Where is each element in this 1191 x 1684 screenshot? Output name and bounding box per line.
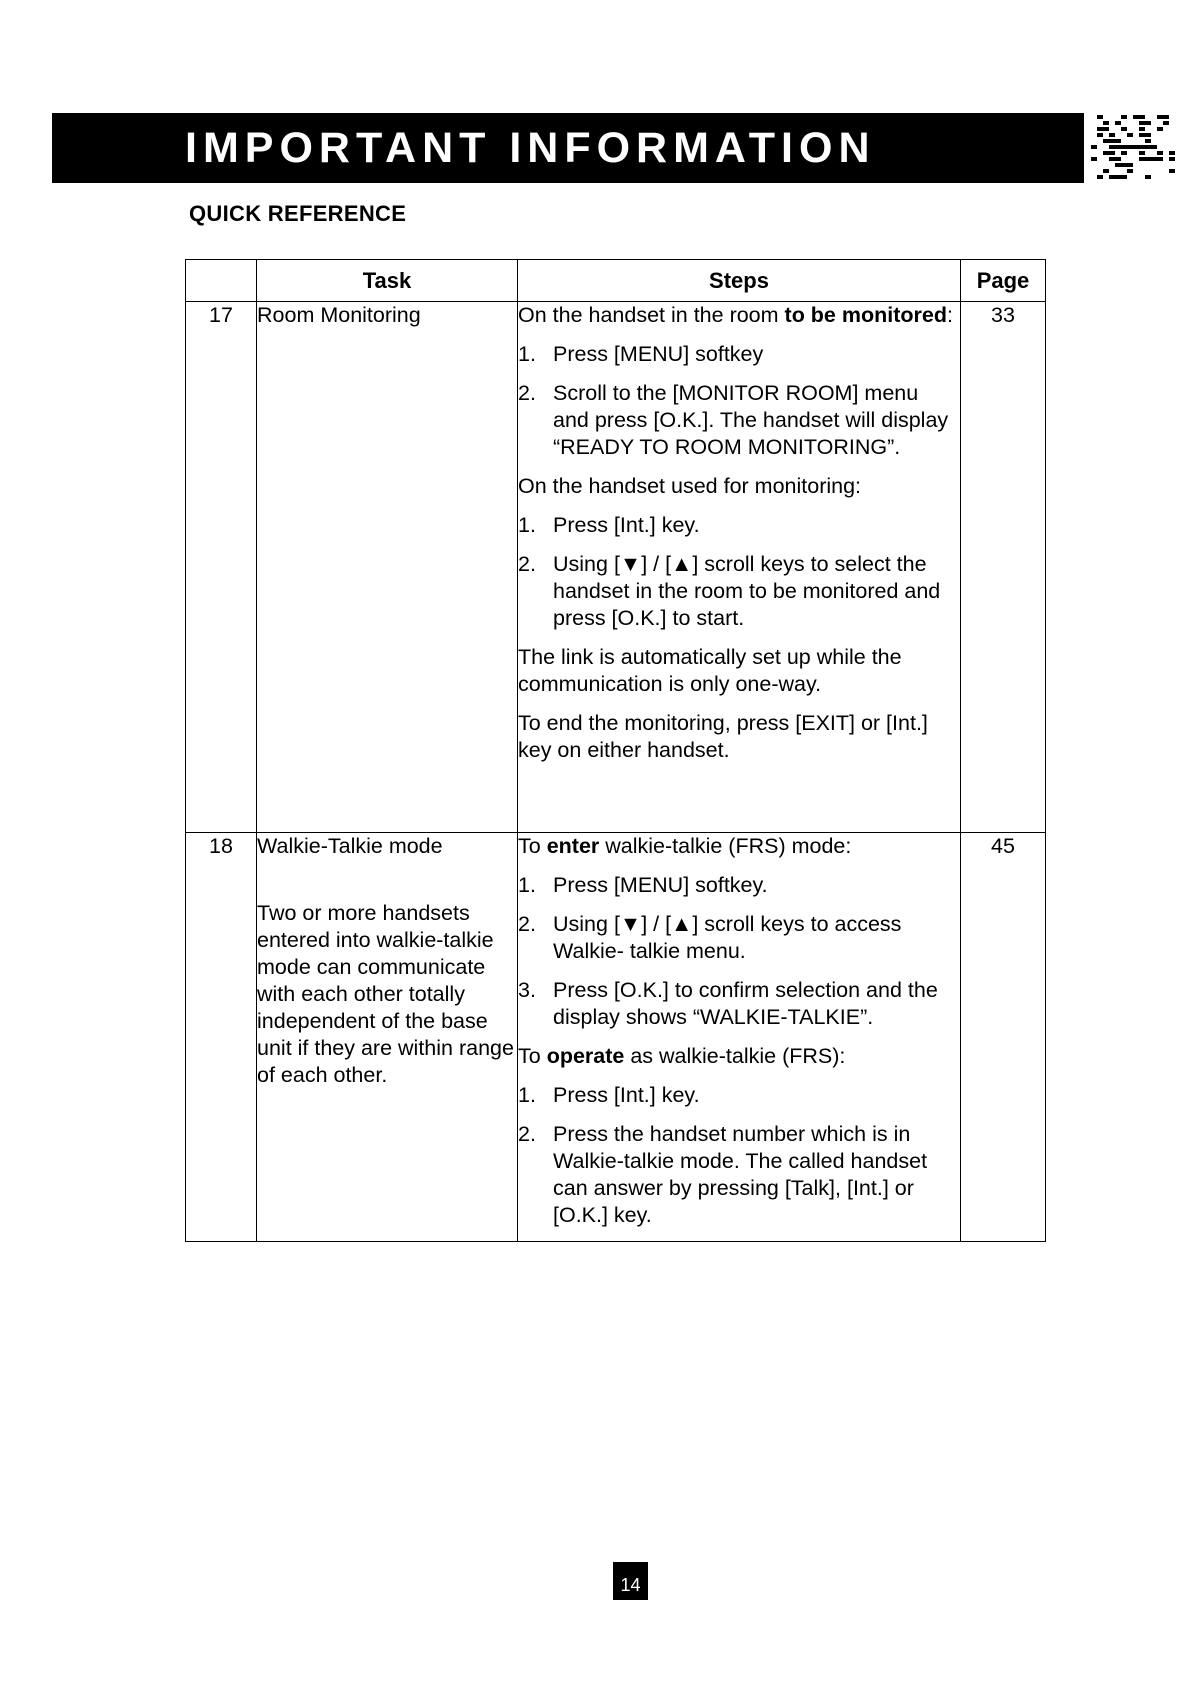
steps-intro-2 (518, 1043, 960, 1070)
list-item-text: Press [MENU] softkey (553, 342, 764, 366)
list-item-text: Scroll to the [MONITOR ROOM] menu and press [O.K.]. The handset will display “READY TO ROOM MONITORING”. (553, 381, 949, 459)
list-item (518, 977, 960, 1031)
row-steps (518, 302, 961, 833)
row-number: 17 (186, 302, 257, 833)
table-row (186, 833, 1046, 1242)
row-task (257, 302, 518, 833)
row-page: 33 (961, 302, 1046, 833)
section-title: QUICK REFERENCE (189, 201, 407, 226)
list-item-text: Press [O.K.] to confirm selection and the display shows “WALKIE-TALKIE”. (553, 978, 938, 1029)
header-bar (52, 113, 1084, 183)
list-item-number: 1. (518, 1083, 536, 1107)
list-item (518, 872, 960, 899)
list-item (518, 911, 960, 965)
header-title: IMPORTANT INFORMATION (185, 124, 876, 172)
list-item-text: Using [▼] / [▲] scroll keys to select the handset in the room to be monitored and press [O.K.] to start. (553, 552, 941, 630)
column-header-page: Page (961, 260, 1046, 302)
list-item-text: Press [Int.] key. (553, 513, 700, 537)
list-item-number: 3. (518, 978, 536, 1002)
intro-text-end: walkie-talkie (FRS) mode: (599, 834, 852, 858)
intro-emphasis: enter (546, 834, 600, 858)
list-item-text: Press [Int.] key. (553, 1083, 700, 1107)
row-number: 18 (186, 833, 257, 1242)
list-item (518, 551, 960, 632)
header-pattern-icon (1091, 113, 1175, 183)
task-title: Walkie-Talkie mode (257, 834, 443, 858)
task-title: Room Monitoring (257, 303, 421, 327)
intro-text: To (518, 1044, 547, 1068)
list-item-number: 2. (518, 552, 536, 576)
list-item (518, 380, 960, 461)
list-item-number: 2. (518, 1122, 536, 1146)
column-header-number (186, 260, 257, 302)
steps-note: The link is automatically set up while the communication is only one-way. (518, 645, 902, 696)
list-item-number: 1. (518, 873, 536, 897)
list-item (518, 512, 960, 539)
steps-intro (518, 302, 960, 329)
list-item-number: 1. (518, 513, 536, 537)
list-item-text: Press [MENU] softkey. (553, 873, 768, 897)
row-page: 45 (961, 833, 1046, 1242)
intro-emphasis: to be monitored (784, 303, 947, 327)
steps-intro (518, 833, 960, 860)
list-item (518, 1121, 960, 1229)
task-description: Two or more handsets entered into walkie-talkie mode can communicate with each other totally independent of the base unit if they are within range of each other. (257, 901, 514, 1087)
list-item (518, 341, 960, 368)
list-item-number: 1. (518, 342, 536, 366)
list-item-text: Press the handset number which is in Walkie-talkie mode. The called handset can answer by pressing [Talk], [Int.] or [O.K.] key. (553, 1122, 928, 1227)
intro-text-end: : (946, 303, 953, 327)
page-number: 14 (613, 1562, 648, 1600)
row-steps (518, 833, 961, 1242)
intro-text: To (518, 834, 547, 858)
list-item-number: 2. (518, 381, 536, 405)
row-task (257, 833, 518, 1242)
column-header-task: Task (257, 260, 518, 302)
intro-text-end: as walkie-talkie (FRS): (624, 1044, 846, 1068)
list-item-number: 2. (518, 912, 536, 936)
list-item-text: Using [▼] / [▲] scroll keys to access Walkie- talkie menu. (553, 912, 902, 963)
column-header-steps: Steps (518, 260, 961, 302)
steps-note-end: To end the monitoring, press [EXIT] or [Int.] key on either handset. (518, 711, 928, 762)
intro-text: On the handset in the room (518, 303, 785, 327)
intro-emphasis: operate (546, 1044, 625, 1068)
quick-reference-table (185, 259, 1046, 1242)
table-row (186, 302, 1046, 833)
steps-intro-2: On the handset used for monitoring: (518, 474, 862, 498)
list-item (518, 1082, 960, 1109)
table-header-row (186, 260, 1046, 302)
